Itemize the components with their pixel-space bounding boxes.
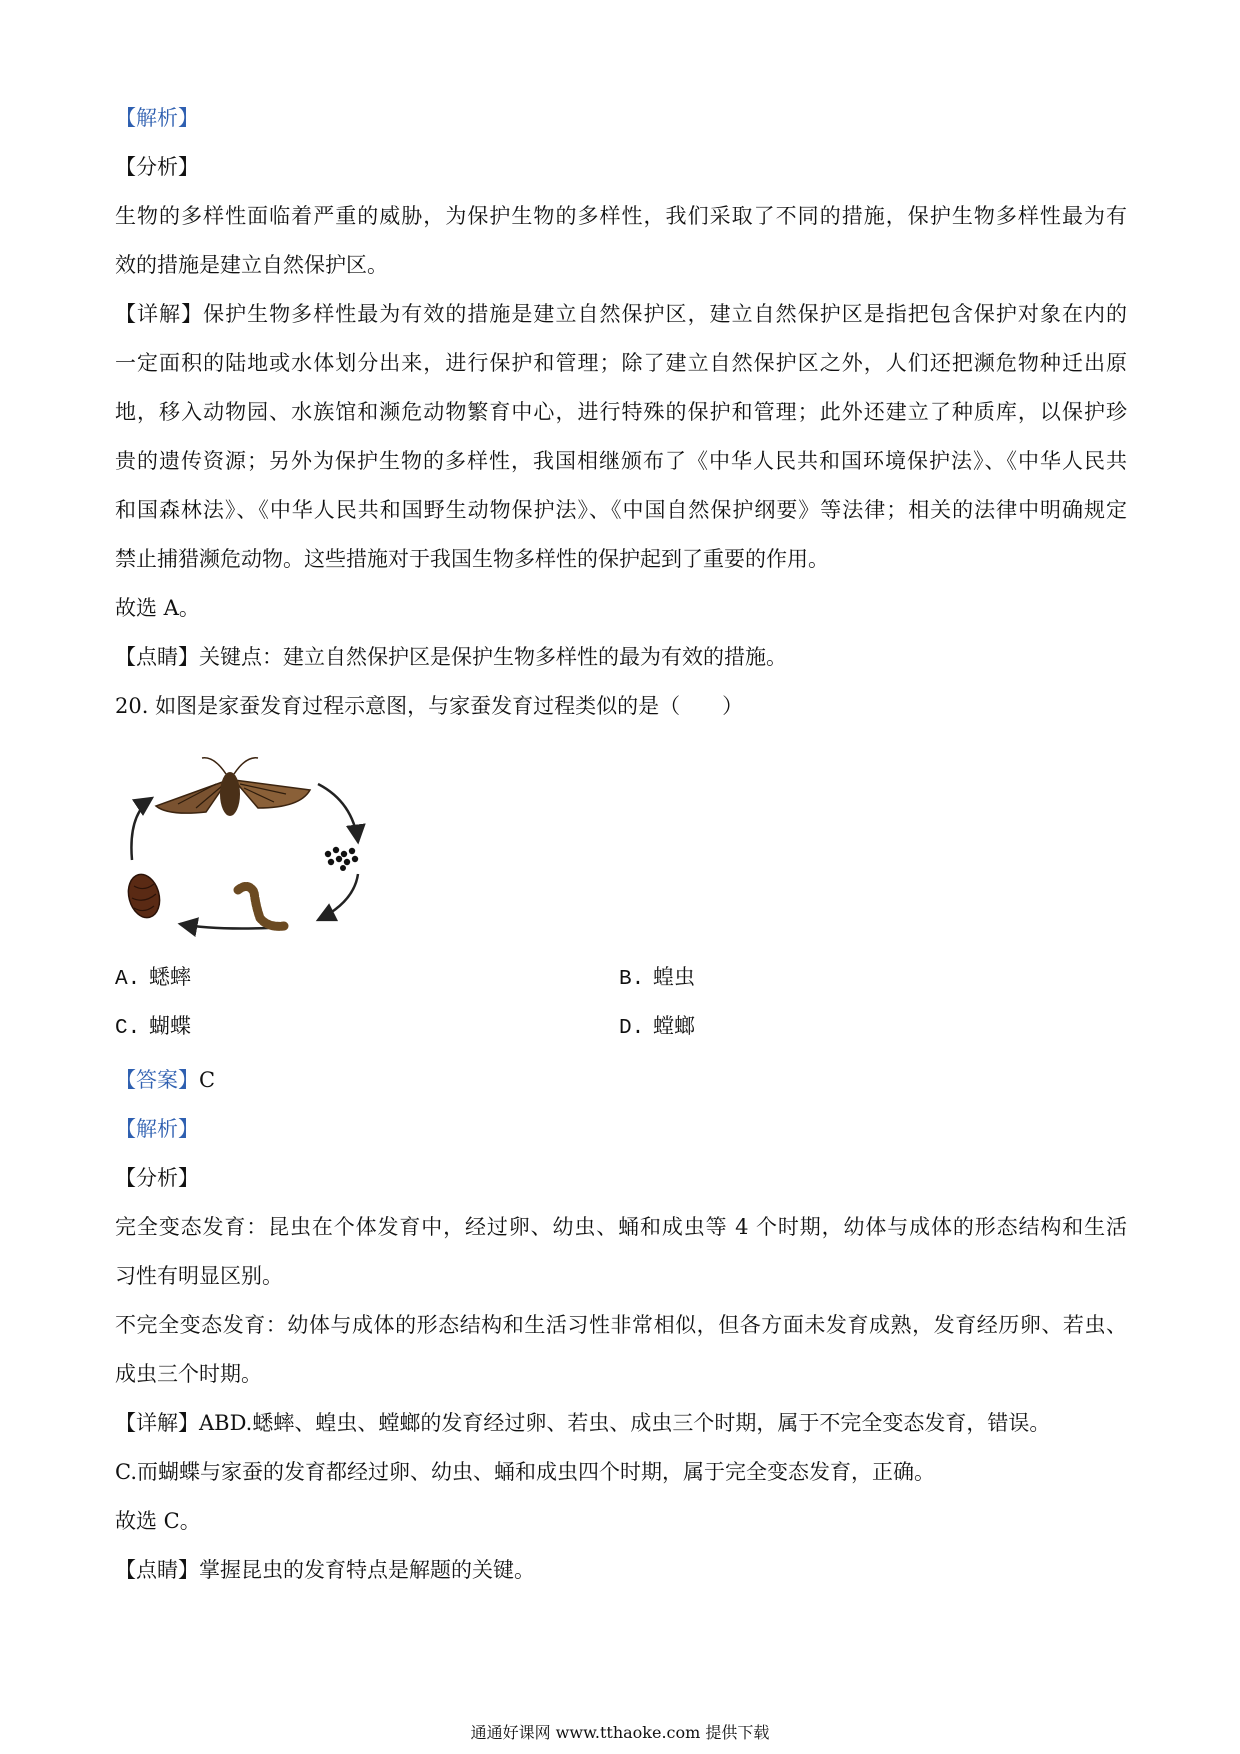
silkworm-lifecycle-figure	[118, 742, 388, 942]
detail-line-3: 地，移入动物园、水族馆和濒危动物繁育中心，进行特殊的保护和管理；此外还建立了种质库，以保护珍	[115, 400, 1127, 424]
option-b	[619, 962, 695, 995]
option-d-text: 螳螂	[653, 1014, 695, 1038]
eggs-icon	[325, 847, 358, 871]
option-a	[115, 962, 191, 995]
option-d-letter: D.	[619, 1017, 645, 1040]
detail-line-5: 和国森林法》、《中华人民共和国野生动物保护法》、《中国自然保护纲要》等法律；相关的法律中明确规定	[115, 498, 1127, 522]
larva-icon	[238, 886, 284, 926]
complete-metamorphosis-line-1: 完全变态发育：昆虫在个体发育中，经过卵、幼虫、蛹和成虫等 4 个时期，幼体与成体的形态结构和生活	[115, 1215, 1127, 1239]
fenxi-line-2: 效的措施是建立自然保护区。	[115, 253, 388, 277]
detail-line-6: 禁止捕猎濒危动物。这些措施对于我国生物多样性的保护起到了重要的作用。	[115, 547, 829, 571]
answer-line	[115, 1065, 215, 1095]
answer-tag: 【答案】	[115, 1068, 199, 1092]
detail-line-1	[115, 299, 1127, 329]
fenxi-tag-2: 【分析】	[115, 1166, 199, 1190]
question-text: 如图是家蚕发育过程示意图，与家蚕发育过程类似的是（ ）	[155, 694, 744, 718]
detail-line-2: 一定面积的陆地或水体划分出来，进行保护和管理；除了建立自然保护区之外，人们还把濒危物种迁出原	[115, 351, 1127, 375]
option-b-text: 蝗虫	[653, 965, 695, 989]
footer-watermark: 通通好课网 www.tthaoke.com 提供下载	[470, 1723, 770, 1742]
detail-text: 保护生物多样性最为有效的措施是建立自然保护区，建立自然保护区是指把包含保护对象在内的	[203, 302, 1128, 326]
question-number: 20.	[115, 694, 149, 718]
detail-abd-text: ABD.蟋蟀、蝗虫、螳螂的发育经过卵、若虫、成虫三个时期，属于不完全变态发育，错误。	[199, 1411, 1051, 1435]
moth-icon	[156, 758, 310, 816]
option-c-letter: C.	[115, 1017, 141, 1040]
analysis-tag-2: 【解析】	[115, 1117, 199, 1141]
option-c	[115, 1011, 191, 1044]
dianjing-tag-2: 【点睛】	[115, 1558, 199, 1582]
incomplete-metamorphosis-line-2: 成虫三个时期。	[115, 1362, 262, 1386]
question-20	[115, 691, 743, 721]
fenxi-tag: 【分析】	[115, 155, 199, 179]
detail-tag-2: 【详解】	[115, 1411, 199, 1435]
answer-choice-c: 故选 C。	[115, 1509, 201, 1533]
detail-line-abd	[115, 1408, 1050, 1438]
dianjing-tag: 【点睛】	[115, 645, 199, 669]
option-d	[619, 1011, 695, 1044]
answer-value: C	[199, 1068, 216, 1092]
pupa-icon	[124, 871, 164, 921]
dianjing-line	[115, 642, 787, 672]
dianjing-text-2: 掌握昆虫的发育特点是解题的关键。	[199, 1558, 535, 1582]
detail-line-c: C.而蝴蝶与家蚕的发育都经过卵、幼虫、蛹和成虫四个时期，属于完全变态发育，正确。	[115, 1460, 935, 1484]
option-b-letter: B.	[619, 968, 645, 991]
analysis-tag: 【解析】	[115, 106, 199, 130]
arrow-pupa-to-moth	[131, 798, 152, 860]
answer-choice-a: 故选 A。	[115, 596, 200, 620]
arrow-eggs-to-larva	[318, 874, 358, 920]
dianjing-line-2	[115, 1555, 535, 1585]
detail-line-4: 贵的遗传资源；另外为保护生物的多样性，我国相继颁布了《中华人民共和国环境保护法》、《中华人民共	[115, 449, 1127, 473]
option-c-text: 蝴蝶	[149, 1014, 191, 1038]
arrow-moth-to-eggs	[318, 784, 358, 842]
dianjing-text: 关键点：建立自然保护区是保护生物多样性的最为有效的措施。	[199, 645, 787, 669]
option-a-letter: A.	[115, 968, 141, 991]
complete-metamorphosis-line-2: 习性有明显区别。	[115, 1264, 283, 1288]
fenxi-line-1: 生物的多样性面临着严重的威胁，为保护生物的多样性，我们采取了不同的措施，保护生物多样性最为有	[115, 204, 1127, 228]
detail-tag: 【详解】	[115, 302, 204, 326]
option-a-text: 蟋蟀	[149, 965, 191, 989]
arrow-larva-to-pupa	[180, 924, 268, 929]
incomplete-metamorphosis-line-1: 不完全变态发育：幼体与成体的形态结构和生活习性非常相似，但各方面未发育成熟，发育经历卵、若虫、	[115, 1313, 1127, 1337]
